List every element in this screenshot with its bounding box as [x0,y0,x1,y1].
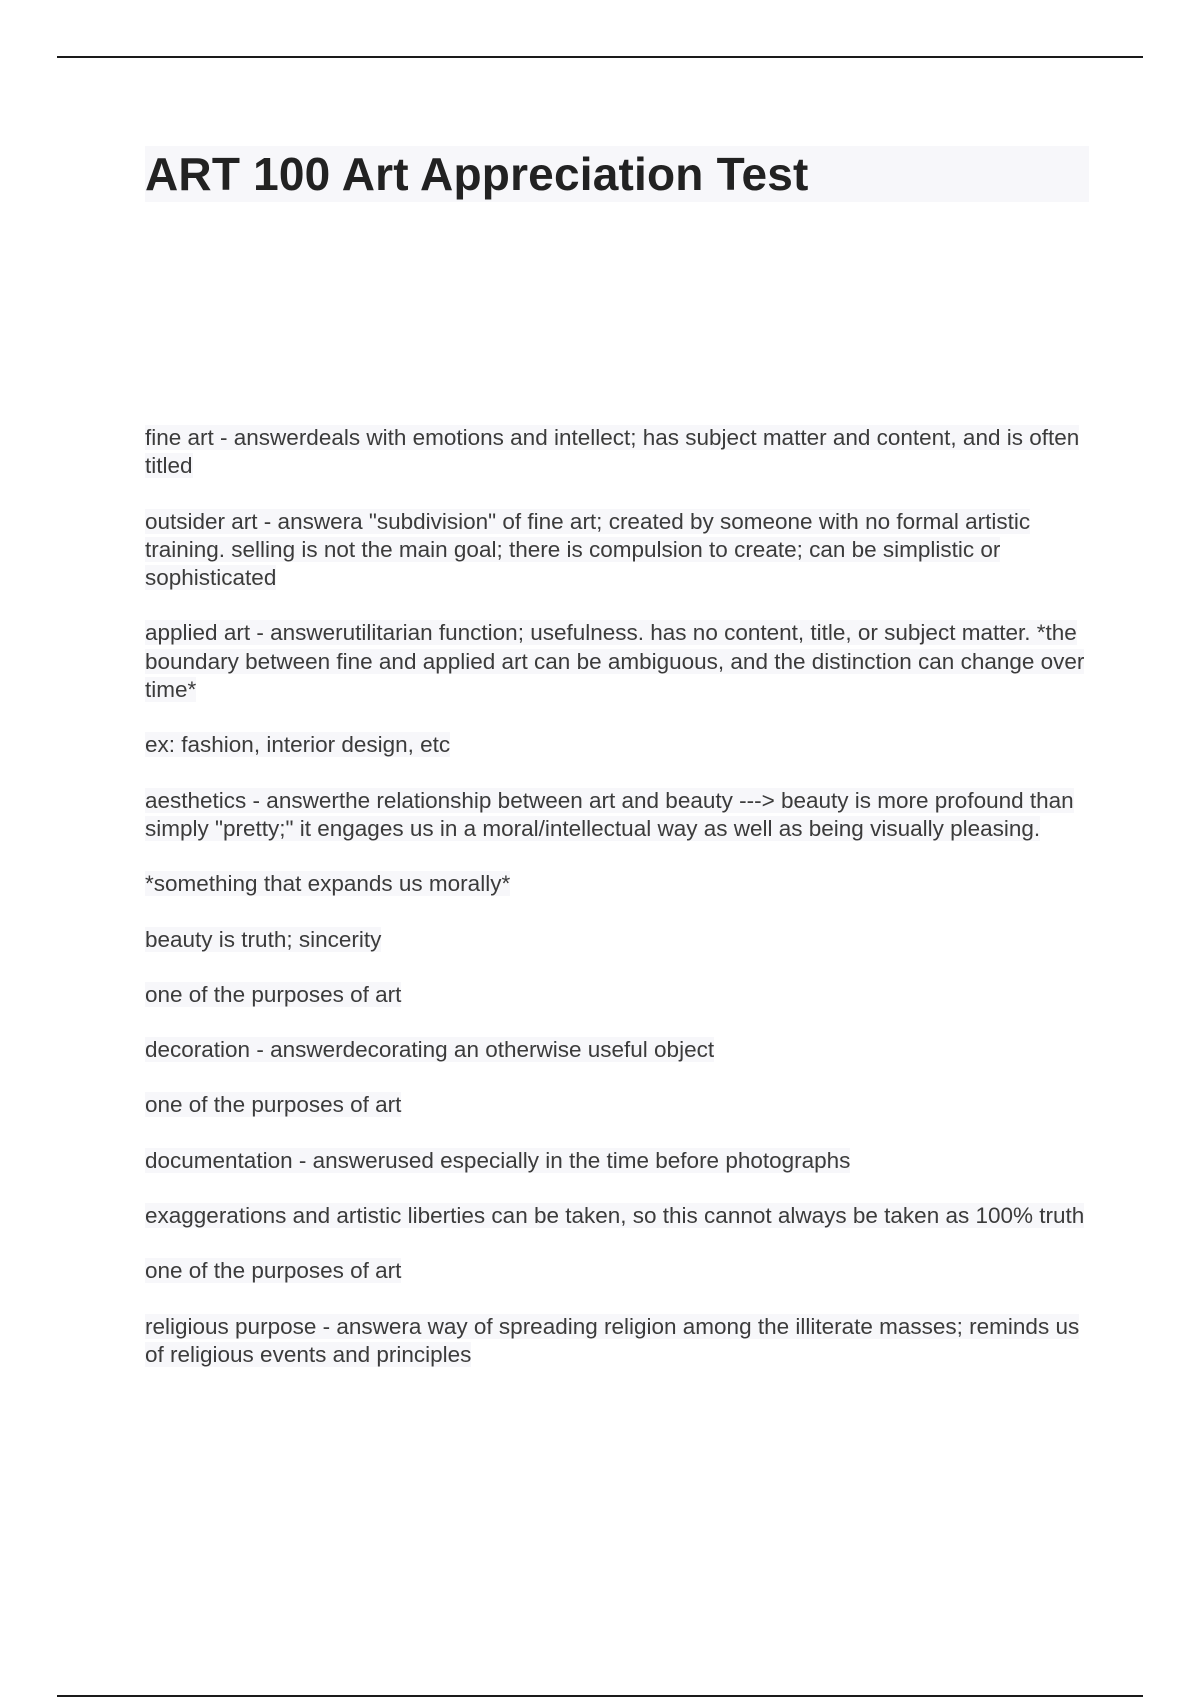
paragraph-expands-morally [145,870,1085,898]
paragraph-text: aesthetics - answerthe relationship between art and beauty ---> beauty is more profound than simply "pretty;" it engages us in a moral/intellectual way as well as being visually pleasing. [145,787,1074,841]
paragraph-text: religious purpose - answera way of spreading religion among the illiterate masses; reminds us of religious events and principles [145,1313,1080,1367]
paragraph-aesthetics [145,787,1085,844]
paragraph-text: exaggerations and artistic liberties can be taken, so this cannot always be taken as 100% truth [145,1203,1085,1229]
paragraph-text: beauty is truth; sincerity [145,926,382,952]
paragraph-applied-art [145,619,1085,704]
page-title: ART 100 Art Appreciation Test [145,148,809,200]
paragraph-outsider-art [145,508,1085,593]
paragraph-documentation [145,1147,1085,1175]
paragraph-text: applied art - answerutilitarian function; usefulness. has no content, title, or subject matter. *the boundary between fine and applied art can be ambiguous, and the distinction can change over time* [145,620,1085,703]
paragraph-decoration [145,1036,1085,1064]
paragraph-text: *something that expands us morally* [145,871,511,897]
header-rule [57,56,1143,58]
paragraph-fine-art [145,424,1085,481]
paragraph-text: fine art - answerdeals with emotions and intellect; has subject matter and content, and is often titled [145,425,1080,479]
paragraph-text: one of the purposes of art [145,1092,402,1118]
document-body [145,424,1085,1396]
paragraph-exaggerations [145,1202,1085,1230]
paragraph-text: ex: fashion, interior design, etc [145,732,451,758]
paragraph-text: documentation - answerused especially in the time before photographs [145,1147,851,1173]
paragraph-purpose [145,981,1085,1009]
paragraph-purpose [145,1257,1085,1285]
paragraph-purpose [145,1091,1085,1119]
footer-rule [57,1695,1143,1697]
paragraph-text: decoration - answerdecorating an otherwise useful object [145,1037,715,1063]
paragraph-examples [145,731,1085,759]
paragraph-text: outsider art - answera "subdivision" of fine art; created by someone with no formal artistic training. selling is not the main goal; there is compulsion to create; can be simplistic or sophisticated [145,508,1031,591]
paragraph-text: one of the purposes of art [145,981,402,1007]
paragraph-beauty-truth [145,926,1085,954]
paragraph-text: one of the purposes of art [145,1258,402,1284]
paragraph-religious-purpose [145,1313,1085,1370]
